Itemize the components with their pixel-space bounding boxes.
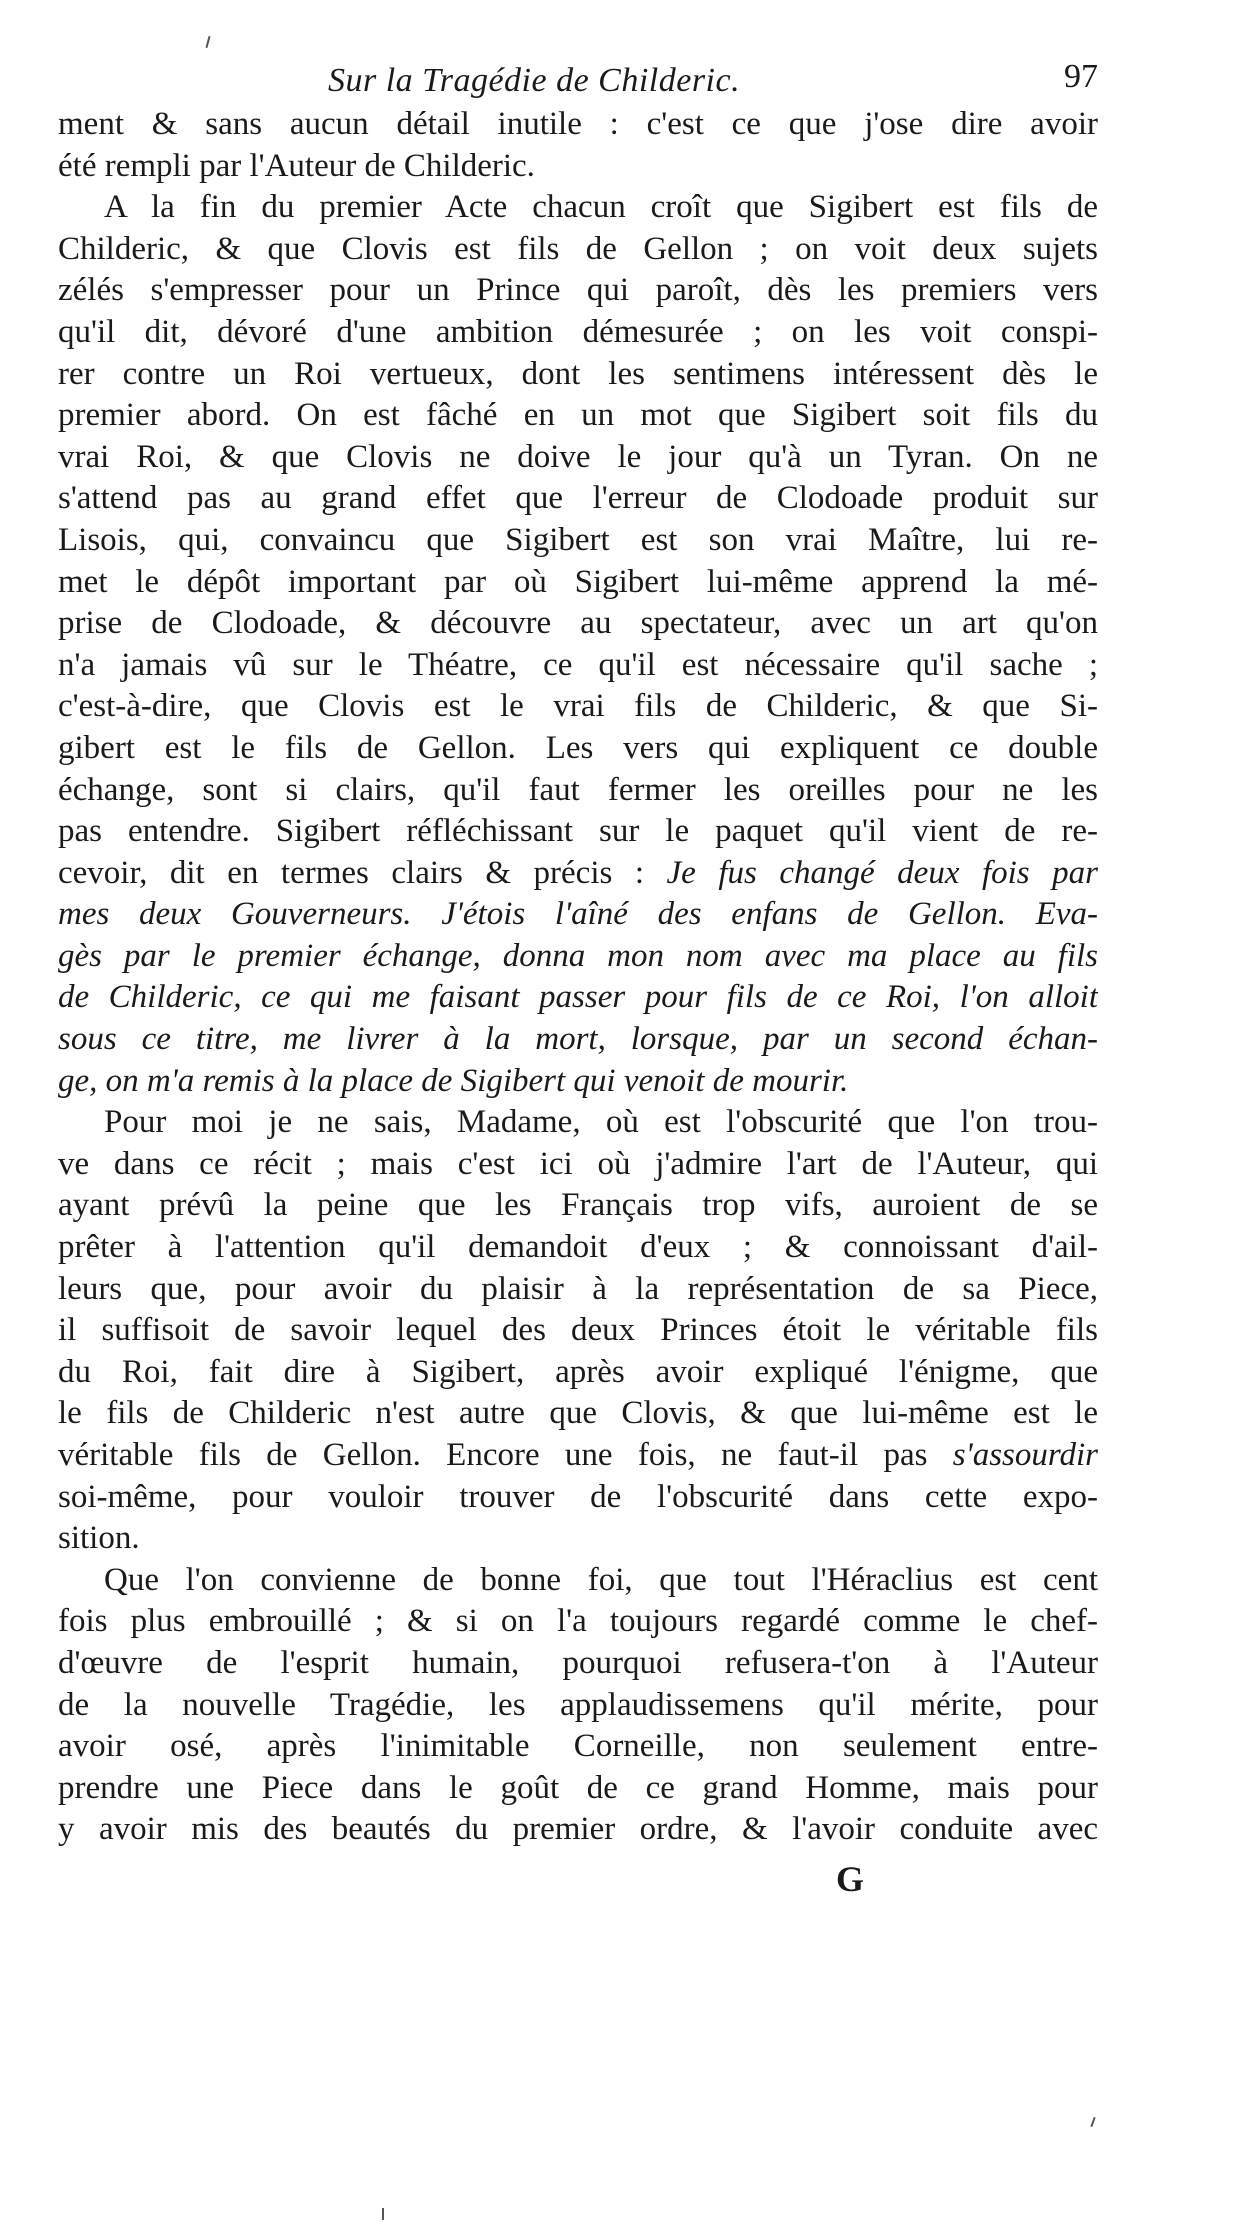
text-line: premier abord. On est fâché en un mot que Sigibert soit fils du: [58, 397, 1098, 434]
text-line: qu'il dit, dévoré d'une ambition démesurée ; on les voit conspi-: [58, 313, 1098, 350]
running-title: Sur la Tragédie de Childeric.: [328, 62, 741, 99]
text-line: échange, sont si clairs, qu'il faut fermer les oreilles pour ne les: [58, 771, 1098, 808]
text-line: s'attend pas au grand effet que l'erreur de Clodoade produit sur: [58, 480, 1098, 517]
text-line: prendre une Piece dans le goût de ce grand Homme, mais pour: [58, 1769, 1098, 1806]
text-line: n'a jamais vû sur le Théatre, ce qu'il est nécessaire qu'il sache ;: [58, 646, 1098, 683]
text-line: leurs que, pour avoir du plaisir à la représentation de sa Piece,: [58, 1270, 1098, 1307]
text-line: prise de Clodoade, & découvre au spectateur, avec un art qu'on: [58, 605, 1098, 642]
text-line: ayant prévû la peine que les Français trop vifs, auroient de se: [58, 1187, 1098, 1224]
text-line: A la fin du premier Acte chacun croît que Sigibert est fils de: [104, 189, 1098, 226]
text-line: de Childeric, ce qui me faisant passer pour fils de ce Roi, l'on alloit: [58, 979, 1098, 1016]
text-line: y avoir mis des beautés du premier ordre, & l'avoir conduite avec: [58, 1811, 1098, 1848]
text-line: le fils de Childeric n'est autre que Clovis, & que lui-même est le: [58, 1395, 1098, 1432]
text-line: soi-même, pour vouloir trouver de l'obscurité dans cette expo-: [58, 1478, 1098, 1515]
text-line: c'est-à-dire, que Clovis est le vrai fils de Childeric, & que Si-: [58, 688, 1098, 725]
text-line: sous ce titre, me livrer à la mort, lorsque, par un second échan-: [58, 1021, 1098, 1058]
text-line-italic-part: s'assourdir: [952, 1437, 1098, 1473]
text-line-italic-part: Je fus changé deux fois par: [666, 854, 1098, 891]
text-line: met le dépôt important par où Sigibert lui-même apprend la mé-: [58, 563, 1098, 600]
text-line: ve dans ce récit ; mais c'est ici où j'admire l'art de l'Auteur, qui: [58, 1145, 1098, 1182]
text-line: Que l'on convienne de bonne foi, que tout l'Héraclius est cent: [104, 1561, 1098, 1598]
text-line: [58, 1435, 1098, 1477]
text-line: ment & sans aucun détail inutile : c'est ce que j'ose dire avoir: [58, 106, 1098, 142]
text-line-roman-part: véritable fils de Gellon. Encore une fois, ne faut-il pas: [58, 1437, 928, 1473]
text-line: vrai Roi, & que Clovis ne doive le jour qu'à un Tyran. On ne: [58, 438, 1098, 475]
signature-mark: G: [836, 1859, 865, 1899]
stray-ink-mark: [382, 2208, 384, 2220]
text-line: rer contre un Roi vertueux, dont les sentimens intéressent dès le: [58, 355, 1098, 392]
stray-ink-mark: [205, 36, 210, 48]
text-line: Lisois, qui, convaincu que Sigibert est son vrai Maître, lui re-: [58, 521, 1098, 558]
text-line: Childeric, & que Clovis est fils de Gellon ; on voit deux sujets: [58, 230, 1098, 267]
text-line: gès par le premier échange, donna mon nom avec ma place au fils: [58, 937, 1098, 974]
text-line: prêter à l'attention qu'il demandoit d'eux ; & connoissant d'ail-: [58, 1229, 1098, 1266]
text-line: été rempli par l'Auteur de Childeric.: [58, 147, 535, 184]
text-line: pas entendre. Sigibert réfléchissant sur le paquet qu'il vient de re-: [58, 813, 1098, 850]
text-line: d'œuvre de l'esprit humain, pourquoi refusera-t'on à l'Auteur: [58, 1644, 1098, 1681]
text-line: mes deux Gouverneurs. J'étois l'aîné des enfans de Gellon. Eva-: [58, 896, 1098, 933]
running-head: [58, 58, 1098, 106]
text-line: Pour moi je ne sais, Madame, où est l'obscurité que l'on trou-: [104, 1104, 1098, 1141]
text-line: gibert est le fils de Gellon. Les vers qui expliquent ce double: [58, 729, 1098, 766]
text-line-roman-part: cevoir, dit en termes clairs & précis :: [58, 854, 645, 891]
text-line: fois plus embrouillé ; & si on l'a toujours regardé comme le chef-: [58, 1603, 1098, 1640]
page-number: 97: [1064, 58, 1098, 95]
text-line: du Roi, fait dire à Sigibert, après avoir expliqué l'énigme, que: [58, 1353, 1098, 1390]
text-line: avoir osé, après l'inimitable Corneille, non seulement entre-: [58, 1728, 1098, 1765]
text-line: sition.: [58, 1520, 140, 1557]
stray-ink-mark: [1090, 2117, 1095, 2127]
text-line: [58, 853, 1098, 895]
text-line: il suffisoit de savoir lequel des deux Princes étoit le véritable fils: [58, 1312, 1098, 1349]
text-line: ge, on m'a remis à la place de Sigibert qui venoit de mourir.: [58, 1062, 849, 1099]
text-line: zélés s'empresser pour un Prince qui paroît, dès les premiers vers: [58, 272, 1098, 309]
body-text: [58, 104, 1098, 1851]
text-line: de la nouvelle Tragédie, les applaudissemens qu'il mérite, pour: [58, 1686, 1098, 1723]
